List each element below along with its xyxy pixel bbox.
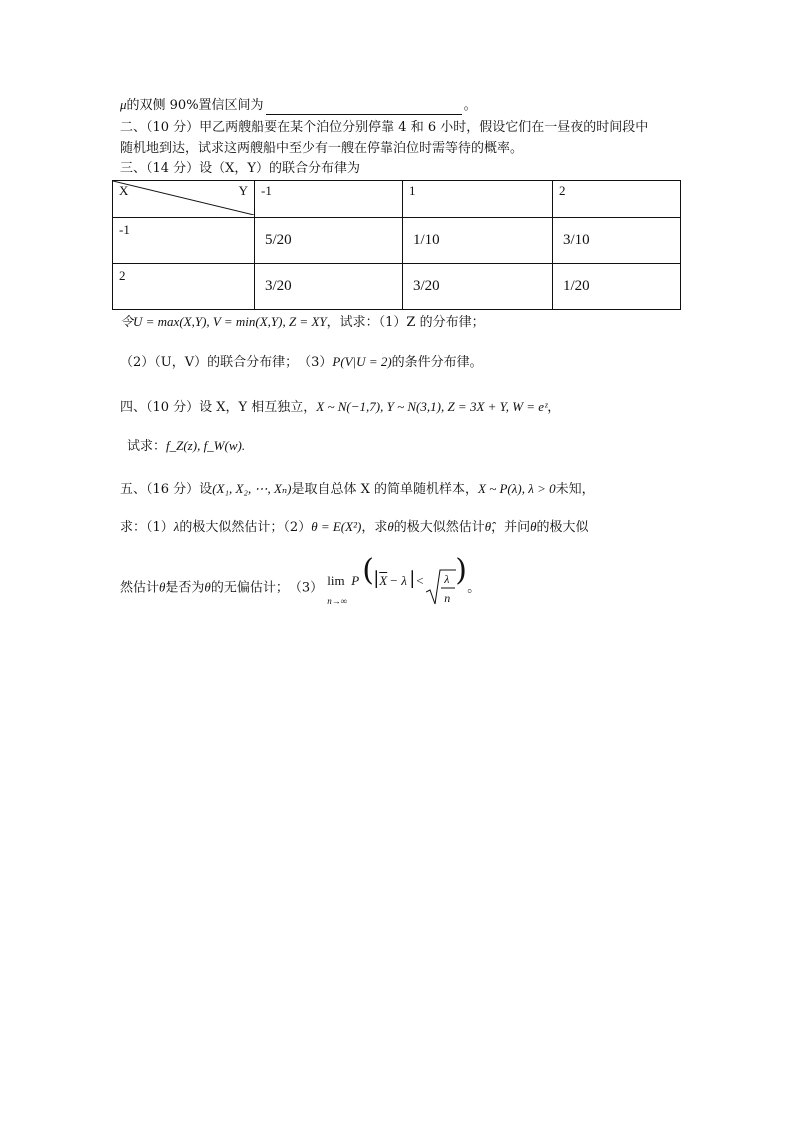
sqrt-sign: [426, 568, 456, 608]
limit-expression: [327, 553, 467, 608]
corner-y-label: Y: [238, 183, 248, 198]
q5-text: ，求: [361, 520, 388, 535]
table-header-row: [113, 181, 681, 218]
q5-sample-text: 是取自总体 X 的简单随机样本，: [291, 482, 479, 497]
table-row: [113, 218, 681, 264]
q3-task3: 的条件分布律。: [391, 355, 483, 370]
right-paren: ): [455, 553, 467, 588]
q5-text: ，并问: [491, 520, 531, 535]
q4-distributions: X ~ N(−1,7), Y ~ N(3,1), Z = 3X + Y, W = eᶻ: [316, 399, 548, 414]
q4-line2: [127, 437, 245, 456]
q5-sample: (X₁, X₂, ⋯, Xₙ): [212, 481, 292, 496]
lambda-symbol: λ: [173, 519, 180, 534]
col-header: -1: [255, 181, 403, 218]
q5-text: 的极大似: [536, 520, 589, 535]
lim-operator: lim: [327, 573, 345, 588]
row-label: 2: [113, 264, 255, 310]
ci-end: 。: [463, 98, 477, 113]
q4-densities: f_Z(z), f_W(w).: [166, 438, 246, 453]
q3-line-a: [120, 313, 485, 332]
q3-title: 三、（14 分）设（X，Y）的联合分布律为: [120, 161, 361, 176]
q3-line-b: [120, 353, 483, 372]
lim-subscript: n→∞: [327, 596, 348, 606]
q5-text: 然估计: [120, 580, 160, 596]
q5-theta-def: θ = E(X²): [311, 519, 362, 534]
joint-distribution-table: [112, 180, 681, 310]
abs-bar-right: |: [409, 568, 416, 589]
abs-bar-left: |: [373, 568, 380, 589]
q2-line2: 随机地到达，试求这两艘船中至少有一艘在停靠泊位时需等待的概率。: [120, 141, 524, 156]
row-label: -1: [113, 218, 255, 264]
sqrt-numerator: λ: [444, 572, 450, 586]
q3-definitions: 令U = max(X,Y), V = min(X,Y), Z = XY: [120, 314, 327, 329]
corner-x-label: X: [119, 183, 129, 198]
q5-text: 是否为: [165, 580, 205, 596]
table-cell: 3/20: [403, 264, 553, 310]
table-cell: 3/10: [553, 218, 681, 264]
q4-line1-end: ，: [547, 400, 561, 415]
q4-line1: [120, 398, 560, 417]
q4-task: 试求：: [127, 439, 167, 454]
ci-text: 的双侧 90%置信区间为: [126, 98, 264, 113]
q3-task1: ，试求：（1）Z 的分布律；: [326, 315, 485, 330]
col-header: 2: [553, 181, 681, 218]
sample-mean: $\overline{X}$: [379, 573, 388, 588]
q5-unknown: 未知，: [555, 482, 595, 497]
sqrt-denominator: n: [444, 591, 451, 605]
diagonal-line: [113, 181, 254, 215]
q2-line1: 二、（10 分）甲乙两艘船要在某个泊位分别停靠 4 和 6 小时，假设它们在一昼夜的时间段中: [120, 120, 649, 135]
left-paren: (: [362, 553, 374, 588]
col-header: 1: [403, 181, 553, 218]
ci-line: [120, 96, 477, 115]
q5-line1: [120, 480, 595, 499]
prob-operator: P: [351, 573, 360, 588]
theta-hat-symbol: θ̂: [484, 519, 492, 534]
q3-conditional: P(V|U = 2): [332, 354, 392, 369]
minus-lambda: − λ: [389, 573, 407, 588]
table-cell: 1/10: [403, 218, 553, 264]
answer-blank: [266, 102, 462, 115]
q4-intro: 四、（10 分）设 X，Y 相互独立，: [120, 400, 317, 415]
table-cell: 5/20: [255, 218, 403, 264]
table-cell: 1/20: [553, 264, 681, 310]
theta-hat-symbol: θ̂: [159, 579, 166, 595]
q5-line2: [120, 518, 589, 537]
theta-symbol: θ: [387, 519, 394, 534]
theta-symbol: θ: [530, 519, 537, 534]
q5-task1-text: 的极大似然估计；（2）: [179, 520, 312, 535]
q5-text: 的极大似然估计: [393, 520, 485, 535]
q5-intro: 五、（16 分）设: [120, 482, 213, 497]
q5-task1-label: 求：（1）: [120, 520, 174, 535]
theta-symbol: θ: [204, 579, 211, 595]
mu-symbol: μ: [120, 97, 127, 112]
q5-line3: [120, 553, 481, 608]
table-corner-cell: [113, 181, 255, 218]
q5-poisson: X ~ P(λ), λ > 0: [478, 481, 556, 496]
q3-task2: （2）（U，V）的联合分布律； （3）: [120, 355, 333, 370]
q5-end: 。: [467, 580, 481, 596]
less-than: <: [416, 573, 424, 588]
table-cell: 3/20: [255, 264, 403, 310]
table-row: [113, 264, 681, 310]
q5-text: 的无偏估计； （3）: [210, 580, 324, 596]
